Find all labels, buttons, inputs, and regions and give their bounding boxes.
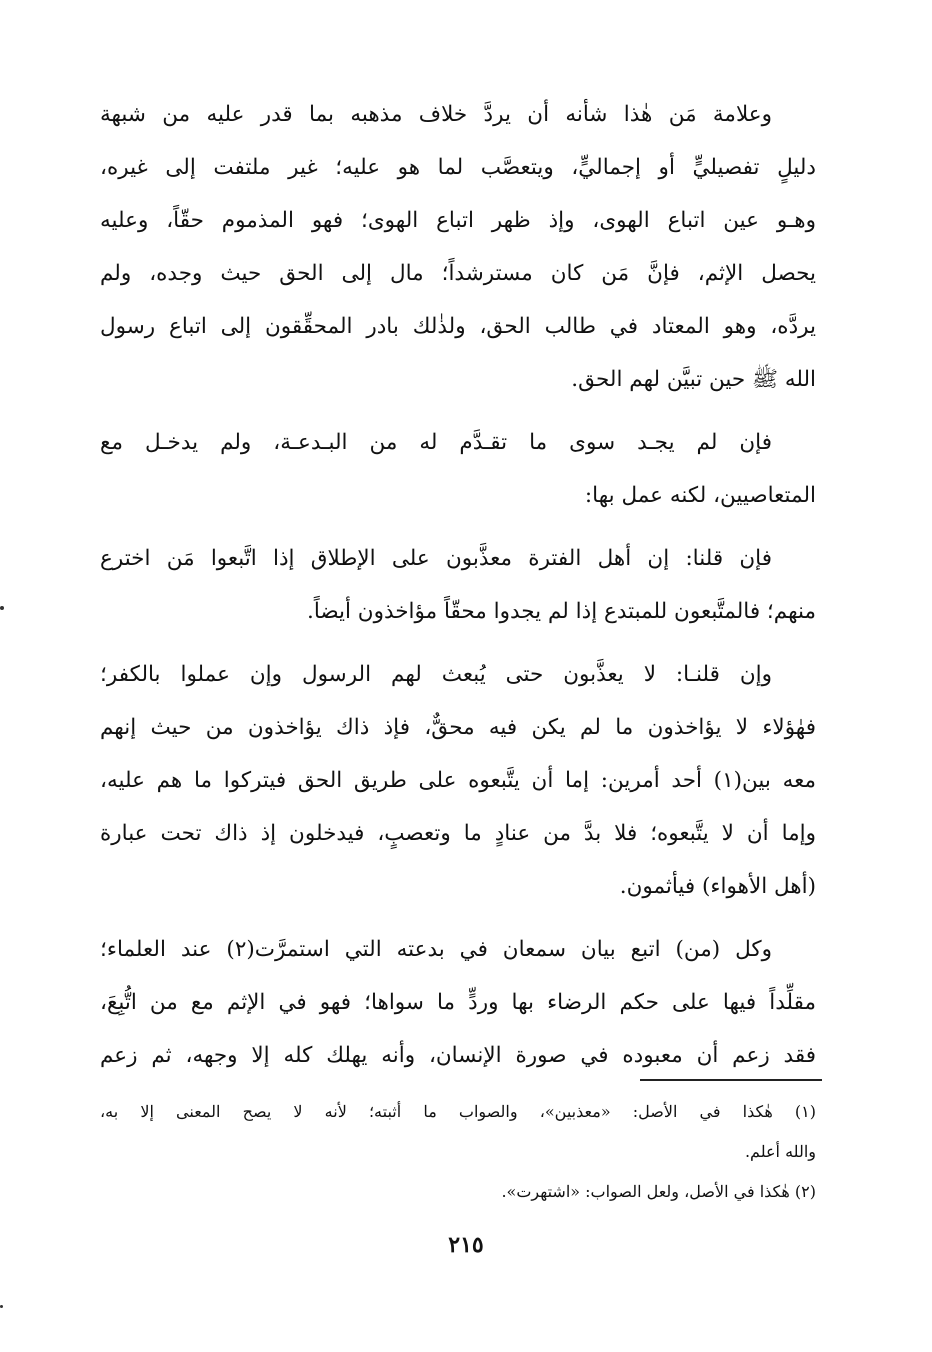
- text-line: فإن قلنا: إن أهل الفترة معذَّبون على الإطلاق إذا اتَّبعوا مَن اخترع: [100, 546, 772, 571]
- paragraph-1: [100, 88, 816, 406]
- paragraph-2: [100, 416, 816, 522]
- footnote-separator: [640, 1079, 822, 1081]
- footnotes: [100, 1092, 816, 1212]
- main-text: [100, 88, 816, 1092]
- text-line: فهٰؤلاء لا يؤاخذون ما لم يكن فيه محقٌّ، فإذ ذاك يؤاخذون من حيث إنهم: [100, 715, 816, 740]
- text-line: وإما أن لا يتَّبعوه؛ فلا بدَّ من عنادٍ ما وتعصبٍ، فيدخلون إذ ذاك تحت عبارة: [100, 821, 816, 846]
- text-line: يردَّه، وهو المعتاد في طالب الحق، ولذٰلك بادر المحقِّقون إلى اتباع رسول: [100, 314, 816, 339]
- paragraph-3: [100, 532, 816, 638]
- text-line: معه بين(١) أحد أمرين: إما أن يتَّبعوه على طريق الحق فيتركوا ما هم عليه،: [100, 768, 816, 793]
- text-line: دليلٍ تفصيليٍّ أو إجماليٍّ، ويتعصَّب لما هو عليه؛ غير ملتفت إلى غيره،: [100, 155, 816, 180]
- scan-speck: [0, 606, 4, 610]
- footnote-1-line: (١) هٰكذا في الأصل: «معذبين»، والصواب ما أثبته؛ لأنه لا يصح المعنى إلا به،: [100, 1102, 816, 1121]
- page-number: ٢١٥: [448, 1232, 484, 1258]
- text-line: فإن لم يجـد سوى ما تقـدَّم له من البـدعـة، ولم يدخـل مع: [100, 430, 772, 455]
- text-line: مقلِّداً فيها على حكم الرضاء بها وردٍّ ما سواها؛ فهو في الإثم مع من اتُّبِعَ،: [100, 990, 816, 1015]
- text-line: وكل (من) اتبع بيان سمعان في بدعته التي استمرَّت(٢) عند العلماء؛: [100, 937, 772, 962]
- text-line: فقد زعم أن معبوده في صورة الإنسان، وأنه يهلك كله إلا وجهه، ثم زعم: [100, 1043, 816, 1068]
- text-line: وعلامة مَن هٰذا شأنه أن يردَّ خلاف مذهبه بما قدر عليه من شبهة: [100, 102, 772, 127]
- footnote-1-line: والله أعلم.: [744, 1142, 816, 1161]
- text-line: يحصل الإثم، فإنَّ مَن كان مسترشداً؛ مال إلى الحق حيث وجده، ولم: [100, 261, 816, 286]
- footnote-2-line: (٢) هٰكذا في الأصل، ولعل الصواب: «اشتهرت».: [501, 1182, 816, 1201]
- scan-speck: [0, 1305, 3, 1308]
- text-line: وإن قلنـا: لا يعذَّبون حتى يُبعث لهم الرسول وإن عملوا بالكفر؛: [100, 662, 772, 687]
- text-line: (أهل الأهواء) فيأثمون.: [619, 874, 816, 899]
- text-line: الله ﷺ حين تبيَّن لهم الحق.: [571, 367, 816, 392]
- text-line: وهـو عين اتباع الهوى، وإذ ظهر اتباع الهوى؛ فهو المذموم حقّاً، وعليه: [100, 208, 816, 233]
- paragraph-5: [100, 923, 816, 1082]
- text-line: المتعاصيين، لكنه عمل بها:: [584, 483, 816, 508]
- paragraph-4: [100, 648, 816, 913]
- text-line: منهم؛ فالمتَّبعون للمبتدع إذا لم يجدوا محقّاً مؤاخذون أيضاً.: [306, 599, 816, 624]
